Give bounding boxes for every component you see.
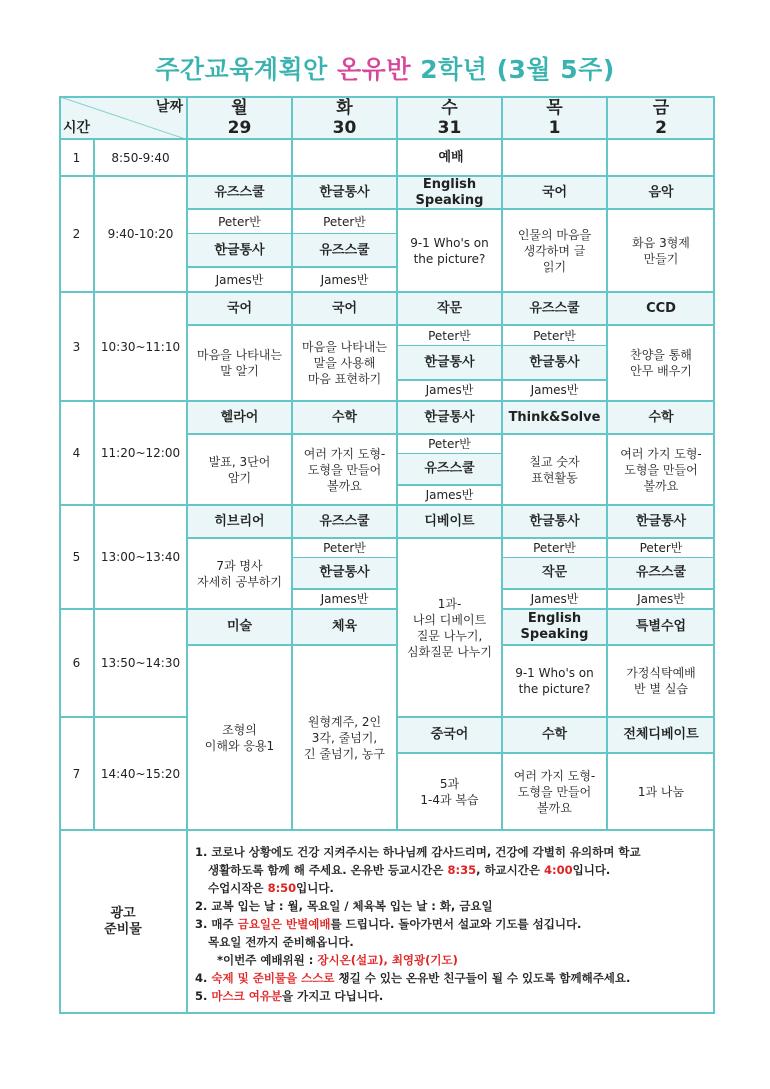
group-label: Peter반 xyxy=(428,436,471,451)
period-time: 13:50~14:30 xyxy=(100,656,181,670)
notes-label: 광고 준비물 xyxy=(104,906,142,937)
date-label: 날짜 xyxy=(155,99,183,115)
note-highlight: 4:00 xyxy=(544,863,573,877)
description-cell: 5과 1-4과 복습 xyxy=(420,776,479,807)
subject-cell: 음악 xyxy=(607,176,715,209)
description-cell: 여러 가지 도형- 도형을 만들어 볼까요 xyxy=(620,446,702,493)
period-time: 14:40~15:20 xyxy=(100,766,181,781)
description-cell: 1과- 나의 디베이트 질문 나누기, 심화질문 나누기 xyxy=(407,596,492,659)
subject-cell: 유즈스쿨 xyxy=(292,505,397,538)
description-cell: 1과 나눔 xyxy=(637,784,685,799)
subject-cell: 특별수업 xyxy=(607,609,715,645)
description-cell: 마음을 나타내는 말을 사용해 마음 표현하기 xyxy=(302,340,387,386)
notes-content xyxy=(189,832,713,1012)
note-text: 을 가지고 다닙니다. xyxy=(282,989,384,1003)
day-date: 29 xyxy=(227,117,252,138)
subject-cell: 국어 xyxy=(502,176,607,209)
note-text: *이번주 예배위원 : xyxy=(217,953,318,967)
group-label: Peter반 xyxy=(533,328,576,343)
day-of-week: 수 xyxy=(441,97,458,118)
period-number: 5 xyxy=(72,550,81,564)
title-part-1: 주간교육계획안 xyxy=(155,55,328,84)
subject-cell: 유즈스쿨 xyxy=(187,176,292,209)
note-text: 입니다. xyxy=(572,863,611,877)
period-number: 4 xyxy=(72,446,81,460)
note-text: 목요일 전까지 준비해옵니다. xyxy=(208,935,354,949)
description-cell: 발표, 3단어 암기 xyxy=(208,454,271,485)
page-title xyxy=(0,50,770,86)
day-of-week: 금 xyxy=(652,97,670,118)
group-label: James반 xyxy=(320,272,369,287)
note-highlight: 숙제 및 준비물을 스스로 xyxy=(211,971,335,985)
description-cell: 9-1 Who's on the picture? xyxy=(515,666,594,696)
title-part-3: 2학년 (3월 5주) xyxy=(420,55,615,84)
day-date: 1 xyxy=(548,117,561,138)
subject-cell: 국어 xyxy=(292,292,397,325)
description-cell: 찬양을 통해 안무 배우기 xyxy=(630,348,692,378)
note-text: 5. xyxy=(195,989,212,1003)
grid-line xyxy=(187,829,715,831)
subject-cell: CCD xyxy=(607,292,715,325)
subject-cell: 한글통사 xyxy=(187,234,292,267)
subject-cell: 한글통사 xyxy=(502,346,607,379)
group-label: Peter반 xyxy=(323,540,366,555)
group-label: Peter반 xyxy=(533,540,576,555)
weekly-schedule-table xyxy=(59,96,715,1014)
description-cell: 여러 가지 도형- 도형을 만들어 볼까요 xyxy=(513,768,596,815)
period-number: 2 xyxy=(72,227,81,241)
note-text: 3. 매주 xyxy=(195,917,238,931)
note-text: , 하교시간은 xyxy=(476,863,544,877)
note-highlight: 금요일은 반별예배 xyxy=(237,917,331,931)
group-label: Peter반 xyxy=(639,540,683,555)
description-cell: 인물의 마음을 생각하며 글 읽기 xyxy=(517,227,592,274)
group-label: James반 xyxy=(215,272,264,287)
subject-cell: 유즈스쿨 xyxy=(607,558,715,589)
subject-cell: 전체디베이트 xyxy=(607,717,715,753)
subject-cell: 한글통사 xyxy=(607,505,715,538)
period-time: 13:00~13:40 xyxy=(100,550,181,564)
period-time: 9:40-10:20 xyxy=(107,227,174,241)
period-time: 10:30~11:10 xyxy=(100,339,181,354)
period-time: 11:20~12:00 xyxy=(100,446,181,460)
description-cell: 칠교 숫자 표현활동 xyxy=(529,454,580,485)
subject-cell: 한글통사 xyxy=(292,176,397,209)
subject-cell: 한글통사 xyxy=(397,401,502,434)
subject-cell: 수학 xyxy=(607,401,715,434)
note-highlight: 8:50 xyxy=(267,881,297,895)
period-number: 3 xyxy=(72,339,81,354)
day-date: 31 xyxy=(437,117,462,138)
subject-cell: 국어 xyxy=(187,292,292,325)
subject-cell: 작문 xyxy=(502,558,607,589)
note-highlight: 8:35 xyxy=(447,863,477,877)
description-cell: 원형계주, 2인 3각, 줄넘기, 긴 줄넘기, 농구 xyxy=(304,714,385,761)
note-text: 를 드립니다. 돌아가면서 설교와 기도를 섬깁니다. xyxy=(330,917,582,931)
group-label: James반 xyxy=(530,592,579,607)
day-of-week: 화 xyxy=(336,97,353,118)
description-cell: 마음을 나타내는 말 알기 xyxy=(197,348,282,378)
note-highlight: 마스크 여유분 xyxy=(211,989,283,1003)
subject-cell: 수학 xyxy=(502,717,607,753)
description-cell: 조형의 이해와 응용1 xyxy=(204,722,275,753)
subject-cell: 유즈스쿨 xyxy=(397,454,502,485)
group-label: Peter반 xyxy=(323,214,366,229)
description-cell: 화음 3형제 만들기 xyxy=(632,235,690,266)
subject-cell: 작문 xyxy=(397,292,502,325)
note-text: 생활하도록 함께 해 주세요. 온유반 등교시간은 xyxy=(208,863,448,877)
note-text: 1. 코로나 상황에도 건강 지켜주시는 하나님께 감사드리며, 건강에 각별히 유의하며 학교 xyxy=(195,845,641,859)
note-highlight: 장시온(설교), 최영광(기도) xyxy=(317,953,458,967)
group-label: James반 xyxy=(425,383,474,398)
subject-cell: Think&Solve xyxy=(502,401,607,434)
subject-cell: English Speaking xyxy=(397,176,502,209)
period-number: 7 xyxy=(72,766,81,781)
note-text: 입니다. xyxy=(296,881,334,895)
subject-cell: 디베이트 xyxy=(397,505,502,538)
worship-cell: 예배 xyxy=(438,149,464,165)
subject-cell: 헬라어 xyxy=(187,401,292,434)
description-cell: 가정식탁예배 반 별 실습 xyxy=(626,666,696,696)
description-cell: 9-1 Who's on the picture? xyxy=(410,235,489,266)
subject-cell: 한글통사 xyxy=(397,346,502,379)
group-label: Peter반 xyxy=(428,328,471,343)
subject-cell: 히브리어 xyxy=(187,505,292,538)
group-label: Peter반 xyxy=(218,214,261,229)
note-text: 수업시작은 xyxy=(208,881,268,895)
note-text: 4. xyxy=(195,971,212,985)
subject-cell: 한글통사 xyxy=(502,505,607,538)
subject-cell: 미술 xyxy=(187,609,292,645)
group-label: James반 xyxy=(320,592,369,607)
time-label: 시간 xyxy=(63,120,91,136)
subject-cell: 유즈스쿨 xyxy=(292,234,397,267)
group-label: James반 xyxy=(637,592,685,607)
day-date: 2 xyxy=(655,117,667,138)
day-of-week: 목 xyxy=(546,97,563,118)
subject-cell: 체육 xyxy=(292,609,397,645)
subject-cell: 수학 xyxy=(292,401,397,434)
description-cell: 여러 가지 도형- 도형을 만들어 볼까요 xyxy=(303,446,386,493)
day-date: 30 xyxy=(332,117,357,138)
note-text: 2. 교복 입는 날 : 월, 목요일 / 체육복 입는 날 : 화, 금요일 xyxy=(195,899,493,913)
period-number: 6 xyxy=(72,656,81,670)
group-label: James반 xyxy=(530,383,579,398)
title-class-name: 온유반 xyxy=(337,55,411,84)
period-number: 1 xyxy=(72,150,81,165)
subject-cell: 유즈스쿨 xyxy=(502,292,607,325)
subject-cell: 중국어 xyxy=(397,717,502,753)
subject-cell: 한글통사 xyxy=(292,558,397,589)
day-of-week: 월 xyxy=(231,97,248,118)
period-time: 8:50-9:40 xyxy=(111,150,170,165)
subject-cell: English Speaking xyxy=(502,609,607,645)
group-label: James반 xyxy=(425,488,474,503)
note-text: 챙길 수 있는 온유반 친구들이 될 수 있도록 함께해주세요. xyxy=(334,971,631,985)
description-cell: 7과 명사 자세히 공부하기 xyxy=(197,558,282,589)
